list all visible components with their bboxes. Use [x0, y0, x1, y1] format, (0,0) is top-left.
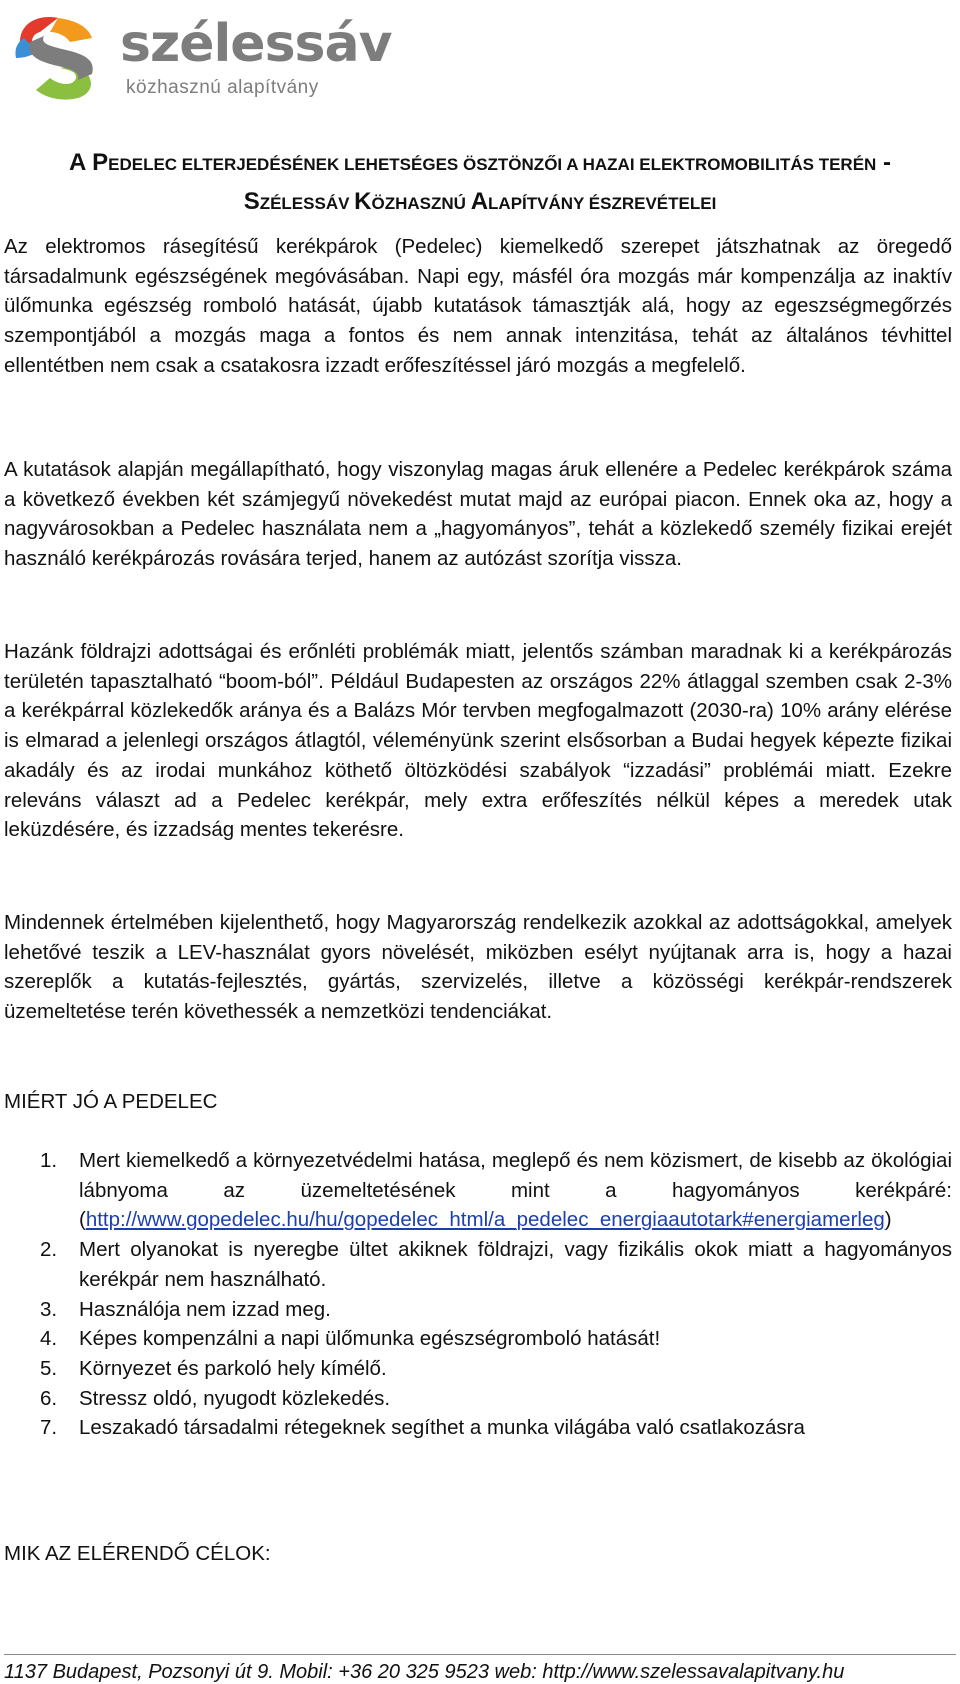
list-item: 7. Leszakadó társadalmi rétegeknek segíthet a munka világába való csatlakozásra — [40, 1416, 805, 1440]
paragraph-research: A kutatások alapján megállapítható, hogy viszonylag magas áruk ellenére a Pedelec kerékpárok száma a következő években két számjegyű növekedést mutat majd az európai piacon. Ennek oka az, hogy a nagyvárosokban a Pedelec használata nem a „hagyományos”, tehát a közlekedő személy fizikai erejét használó kerékpározás rovására terjed, hanem az autózást szorítja vissza. — [4, 458, 952, 571]
list-item: 5. Környezet és parkoló hely kímélő. — [40, 1356, 387, 1380]
paragraph-geography: Hazánk földrajzi adottságai és erőnléti problémák miatt, jelentős számban maradnak ki a kerékpározás területén tapasztalható “boom-ból”. Például Budapesten az országos 22% átlaggal szemben csak 2-3% a kerékpárral közlekedők aránya és a Balázs Mór tervben megfogalmazott (2030-ra) 10% arány elérése is elmarad a jelenlegi országos átlagtól, véleményünk szerint elsősorban a Budai hegyek képezte fizikai akadály és az irodai munkához köthető öltözködési szabályok “izzadási” problémái miatt. Ezekre releváns választ ad a Pedelec kerékpár, mely extra erőfeszítés nélkül képes a meredek utak leküzdésére, és izzadság mentes tekerésre. — [4, 640, 952, 842]
section-heading-why-pedelec: MIÉRT JÓ A PEDELEC — [4, 1090, 218, 1113]
list-item: 4. Képes kompenzálni a napi ülőmunka egészségromboló hatását! — [40, 1327, 661, 1351]
organization-logo — [10, 8, 392, 100]
title-line-2: SZÉLESSÁV KÖZHASZNÚ ALAPÍTVÁNY ÉSZREVÉTELEI — [243, 188, 717, 215]
section-heading-goals: MIK AZ ELÉRENDŐ CÉLOK: — [4, 1542, 271, 1565]
title-line-1: A PEDELEC ELTERJEDÉSÉNEK LEHETSÉGES ÖSZTÖNZŐI A HAZAI ELEKTROMOBILITÁS TERÉN - — [68, 149, 891, 176]
footer-contact: 1137 Budapest, Pozsonyi út 9. Mobil: +36 20 325 9523 web: http://www.szelessavalapitvany.hu — [4, 1661, 845, 1683]
paragraph-conclusion: Mindennek értelmében kijelenthető, hogy Magyarország rendelkezik azokkal az adottságokkal, amelyek lehetővé teszik a LEV-használat gyors növelését, miközben esélyt nyújtanak arra is, hogy a hazai szereplők a kutatás-fejlesztés, gyártás, szervizelés, illetve a közösségi kerékpár-rendszerek üzemeltetése terén követhessék a nemzetközi tendenciákat. — [4, 911, 952, 1024]
logo-wordmark: szélessáv — [120, 14, 392, 74]
logo-s-mark-icon — [10, 8, 106, 100]
list-item: 3. Használója nem izzad meg. — [40, 1297, 331, 1321]
logo-subtitle: közhasznú alapítvány — [126, 77, 319, 98]
list-item: 2. Mert olyanokat is nyeregbe ültet akiknek földrajzi, vagy fizikális okok miatt a hagyományos kerékpár nem használható. — [40, 1238, 952, 1291]
list-item: 6. Stressz oldó, nyugodt közlekedés. — [40, 1386, 391, 1410]
benefits-list — [0, 1146, 960, 1443]
footer-divider — [4, 1654, 956, 1655]
list-item: 1. Mert kiemelkedő a környezetvédelmi hatása, meglepő és nem közismert, de kisebb az ökológiai lábnyoma az üzemeltetésének mint a hagyományos kerékpáré: (http://www.gopedelec.hu/hu/gopedelec_html/a_pedelec_energiaautotark#energiamerleg) — [40, 1149, 952, 1232]
paragraph-intro: Az elektromos rásegítésű kerékpárok (Pedelec) kiemelkedő szerepet játszhatnak az öregedő társadalmunk egészségének megóvásában. Napi egy, másfél óra mozgás már kompenzálja az inaktív ülőmunka egészség romboló hatását, újabb kutatások támasztják alá, hogy az egeszségmegőrzés szempontjából a mozgás maga a fontos és nem annak intenzitása, tehát az általános tévhittel ellentétben nem csak a csatakosra izzadt erőfeszítéssel járó mozgás a megfelelő. — [4, 235, 952, 377]
document-title — [40, 145, 920, 223]
gopedelec-link[interactable]: http://www.gopedelec.hu/hu/gopedelec_html/a_pedelec_energiaautotark#energiamerleg — [85, 1208, 885, 1232]
